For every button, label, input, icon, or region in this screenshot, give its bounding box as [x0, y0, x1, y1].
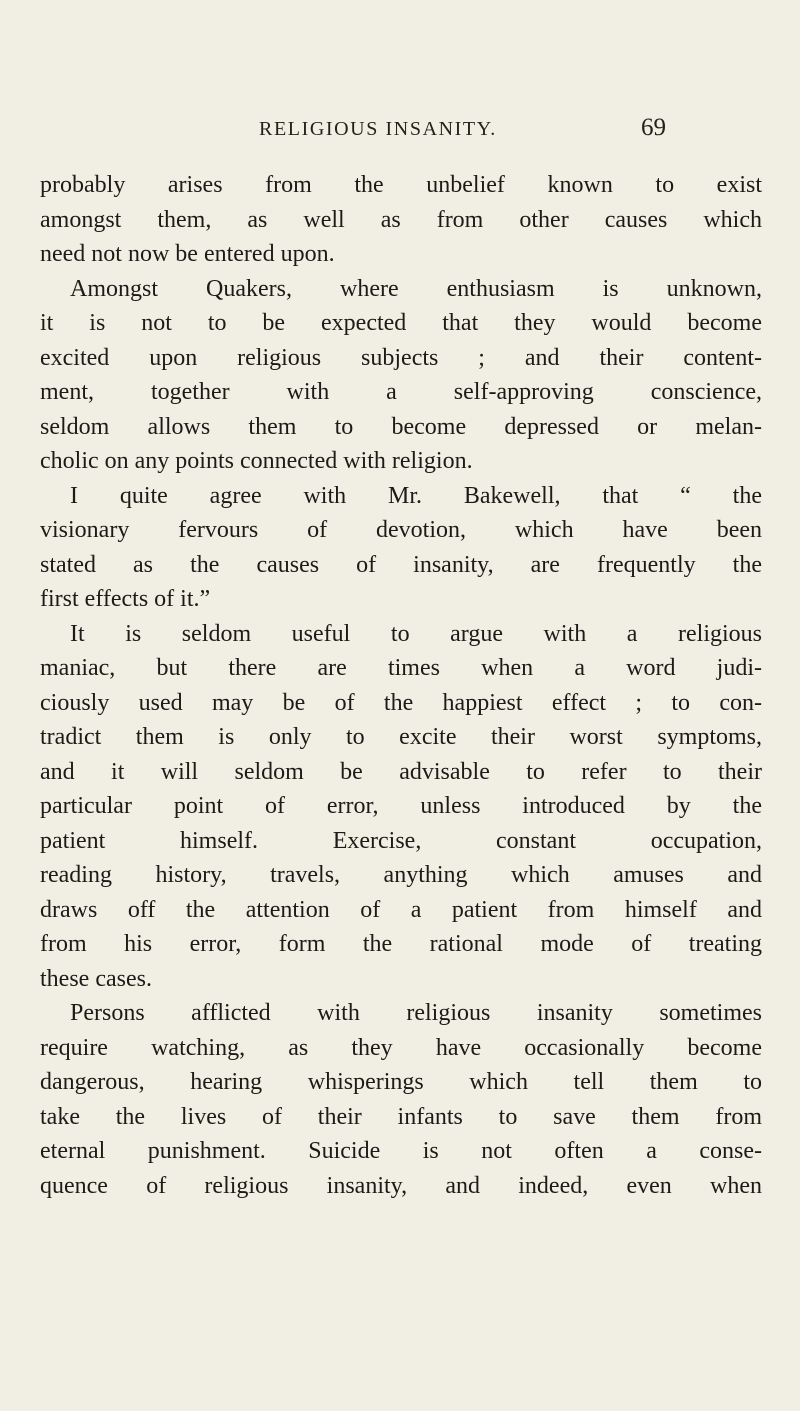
text-line: eternal punishment. Suicide is not often a conse-	[40, 1138, 762, 1164]
text-line: take the lives of their infants to save them from	[40, 1103, 762, 1130]
text-line: quence of religious insanity, and indeed, even when	[40, 1172, 762, 1199]
running-head	[0, 114, 800, 144]
page-number: 69	[641, 114, 666, 141]
text-line: patient himself. Exercise, constant occupation,	[40, 827, 762, 854]
text-line: ment, together with a self-approving conscience,	[40, 379, 762, 405]
text-line: particular point of error, unless introduced by the	[40, 793, 762, 819]
text-line: Amongst Quakers, where enthusiasm is unknown,	[70, 275, 762, 302]
text-line: draws off the attention of a patient from himself and	[40, 896, 762, 923]
text-line: It is seldom useful to argue with a religious	[70, 620, 762, 647]
text-line: these cases.	[40, 965, 152, 992]
text-line: tradict them is only to excite their worst symptoms,	[40, 724, 762, 750]
text-line: excited upon religious subjects ; and their content-	[40, 344, 762, 371]
text-line: Persons afflicted with religious insanity sometimes	[70, 1000, 762, 1026]
text-line: first effects of it.”	[40, 586, 211, 612]
text-line: it is not to be expected that they would become	[40, 310, 762, 336]
text-line: visionary fervours of devotion, which have been	[40, 517, 762, 543]
text-line: stated as the causes of insanity, are frequently the	[40, 551, 762, 578]
text-line: ciously used may be of the happiest effect ; to con-	[40, 689, 762, 716]
body-text	[40, 168, 762, 1203]
text-line: need not now be entered upon.	[40, 241, 335, 267]
text-line: reading history, travels, anything which amuses and	[40, 862, 762, 888]
text-line: probably arises from the unbelief known to exist	[40, 172, 762, 198]
text-line: require watching, as they have occasionally become	[40, 1034, 762, 1061]
text-line: cholic on any points connected with religion.	[40, 448, 473, 474]
running-title: RELIGIOUS INSANITY.	[259, 118, 497, 140]
text-line: from his error, form the rational mode of treating	[40, 931, 762, 957]
text-line: seldom allows them to become depressed or melan-	[40, 413, 762, 440]
text-line: I quite agree with Mr. Bakewell, that “ the	[70, 482, 762, 509]
text-line: amongst them, as well as from other causes which	[40, 206, 762, 233]
text-line: and it will seldom be advisable to refer to their	[40, 758, 762, 785]
text-line: maniac, but there are times when a word judi-	[40, 655, 762, 681]
text-line: dangerous, hearing whisperings which tell them to	[40, 1069, 762, 1095]
